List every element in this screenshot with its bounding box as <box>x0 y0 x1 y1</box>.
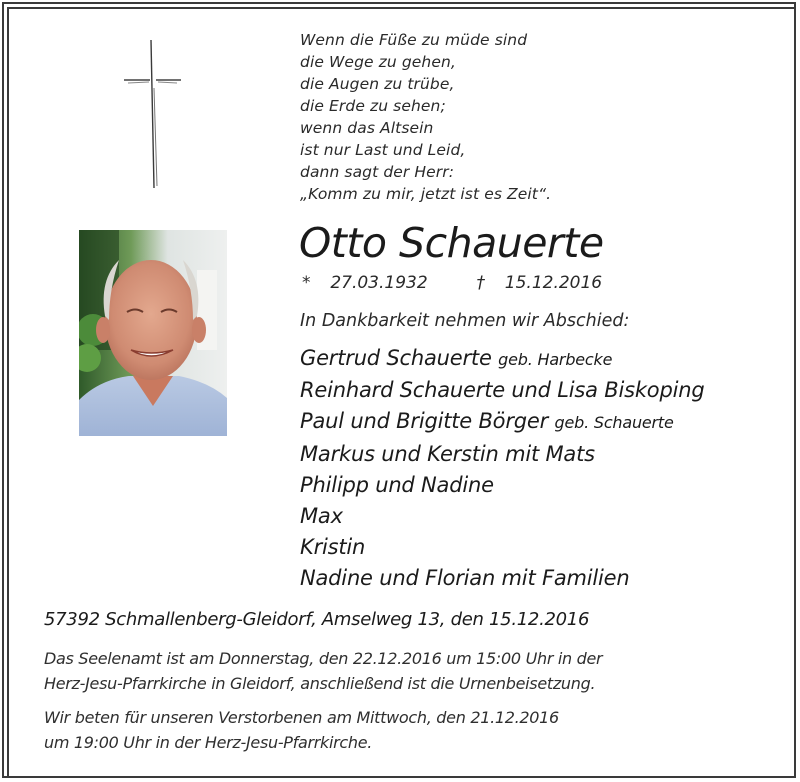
portrait-image <box>79 230 227 436</box>
mourner-name: Philipp und Nadine <box>300 472 494 497</box>
mourner-entry <box>300 439 704 470</box>
poem-line: die Erde zu sehen; <box>300 97 446 115</box>
poem-line: die Augen zu trübe, <box>300 75 455 93</box>
mourner-name: Gertrud Schauerte <box>300 346 492 370</box>
mourner-maiden-name: geb. Schauerte <box>554 413 674 433</box>
prayer-info <box>44 705 559 755</box>
info-line: um 19:00 Uhr in der Herz-Jesu-Pfarrkirche. <box>44 733 373 752</box>
farewell-line: In Dankbarkeit nehmen wir Abschied: <box>300 311 630 331</box>
poem-line: „Komm zu mir, jetzt ist es Zeit“. <box>300 185 552 203</box>
mourner-name: Reinhard Schauerte und Lisa Biskoping <box>300 378 705 403</box>
deceased-name: Otto Schauerte <box>299 219 604 267</box>
mourner-name: Kristin <box>300 535 366 560</box>
life-dates <box>302 271 602 295</box>
mourner-name: Max <box>300 504 343 529</box>
mourner-name: Nadine und Florian mit Familien <box>300 566 630 591</box>
mourner-maiden-name: geb. Harbecke <box>498 350 613 369</box>
birth-date: 27.03.1932 <box>330 273 428 293</box>
mourner-entry <box>300 501 704 532</box>
mourner-entry <box>300 375 704 406</box>
mourner-name: Paul und Brigitte Börger <box>300 409 549 434</box>
death-cross-icon: † <box>476 273 485 293</box>
mourner-entry <box>300 563 704 594</box>
mourner-entry <box>300 406 704 438</box>
death-date: 15.12.2016 <box>504 273 603 293</box>
poem-line: Wenn die Füße zu müde sind <box>300 31 528 49</box>
mourner-entry <box>300 470 704 501</box>
mourner-entry <box>300 532 704 563</box>
mourner-name: Markus und Kerstin mit Mats <box>300 441 595 466</box>
poem-line: die Wege zu gehen, <box>300 53 456 71</box>
poem-line: dann sagt der Herr: <box>300 163 455 181</box>
mourner-entry <box>300 343 704 375</box>
info-line: Wir beten für unseren Verstorbenen am Mittwoch, den 21.12.2016 <box>44 708 559 727</box>
info-line: Herz-Jesu-Pfarrkirche in Gleidorf, anschließend ist die Urnenbeisetzung. <box>44 674 596 693</box>
portrait-photo <box>79 230 227 436</box>
birth-symbol-icon: * <box>302 273 311 293</box>
address-line: 57392 Schmallenberg-Gleidorf, Amselweg 13, den 15.12.2016 <box>44 609 590 630</box>
cross-icon <box>122 38 184 190</box>
funeral-service-info <box>44 646 602 696</box>
poem <box>300 29 551 205</box>
info-line: Das Seelenamt ist am Donnerstag, den 22.12.2016 um 15:00 Uhr in der <box>44 649 603 668</box>
poem-line: wenn das Altsein <box>300 119 434 137</box>
poem-line: ist nur Last und Leid, <box>300 141 466 159</box>
mourners-list <box>300 343 704 595</box>
